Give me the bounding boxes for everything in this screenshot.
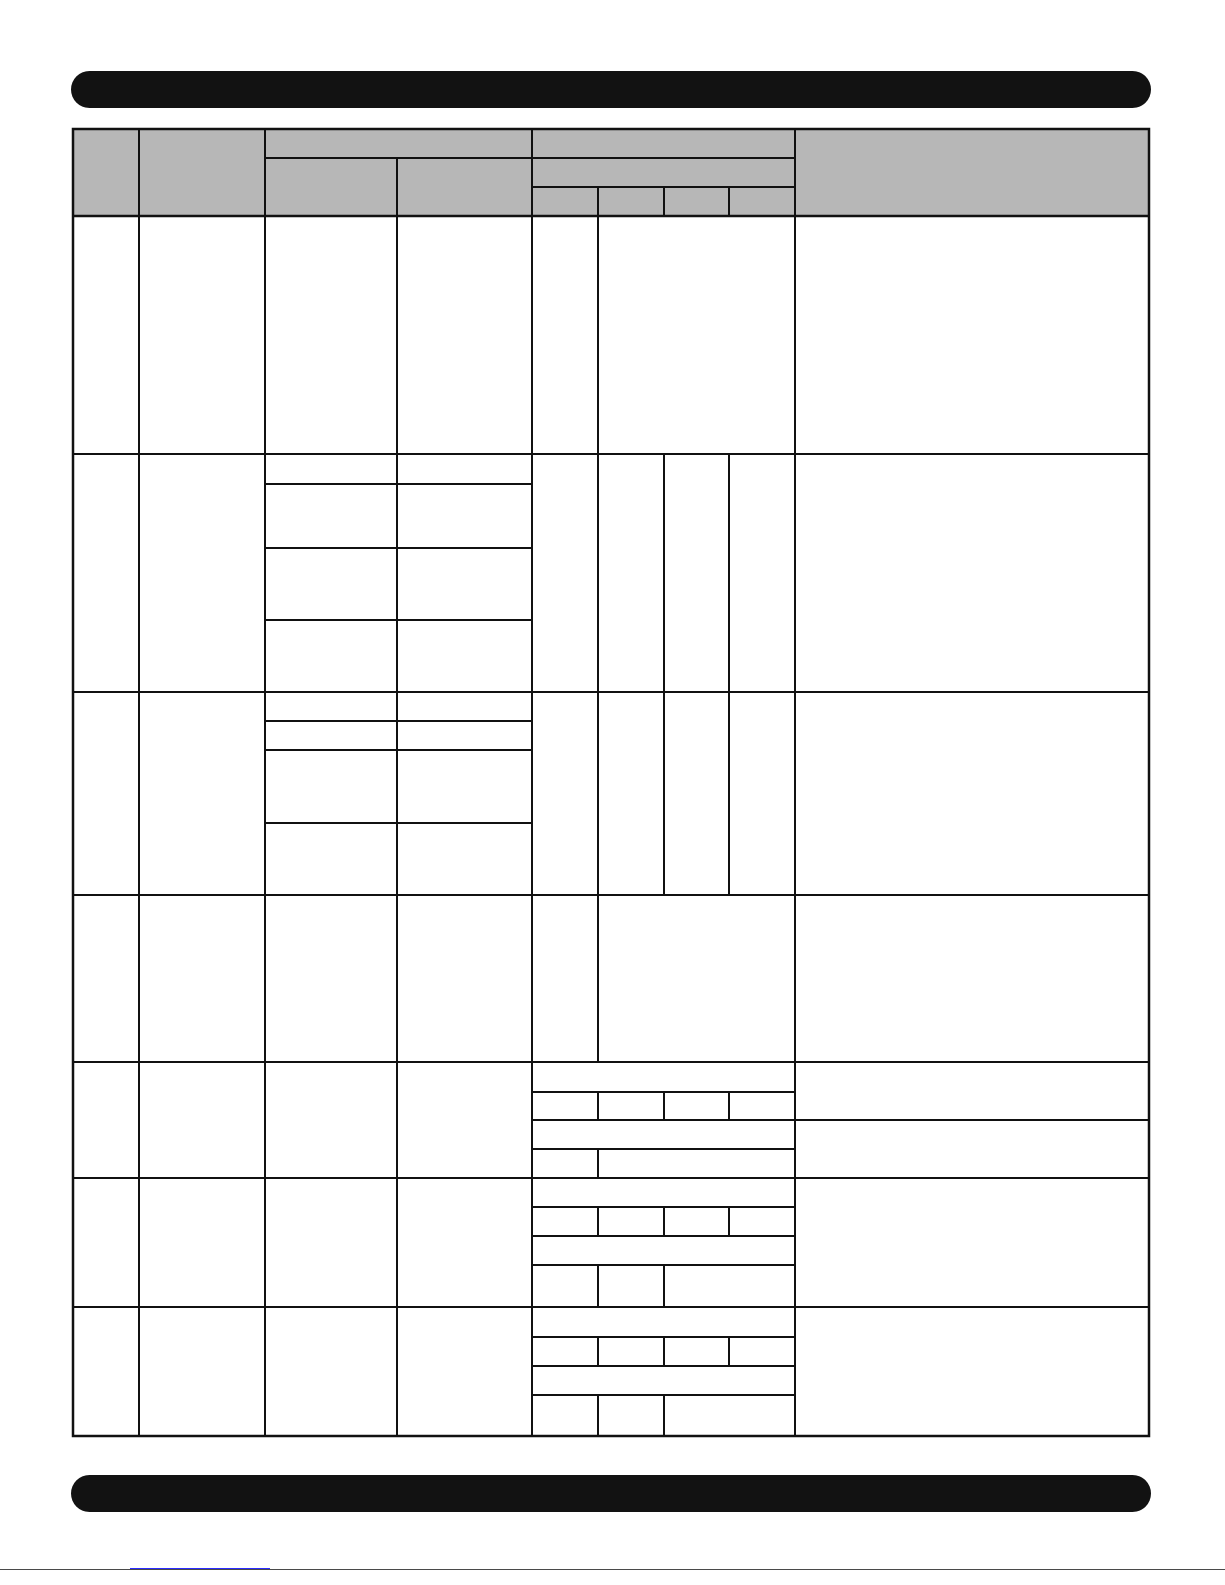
footer-rule <box>0 1569 1225 1570</box>
footer-link-underline[interactable] <box>130 1566 270 1569</box>
footer-band <box>71 1475 1151 1512</box>
table-header-fill <box>73 129 1149 216</box>
table-frame <box>73 129 1149 1436</box>
table-rules <box>73 129 1149 1436</box>
